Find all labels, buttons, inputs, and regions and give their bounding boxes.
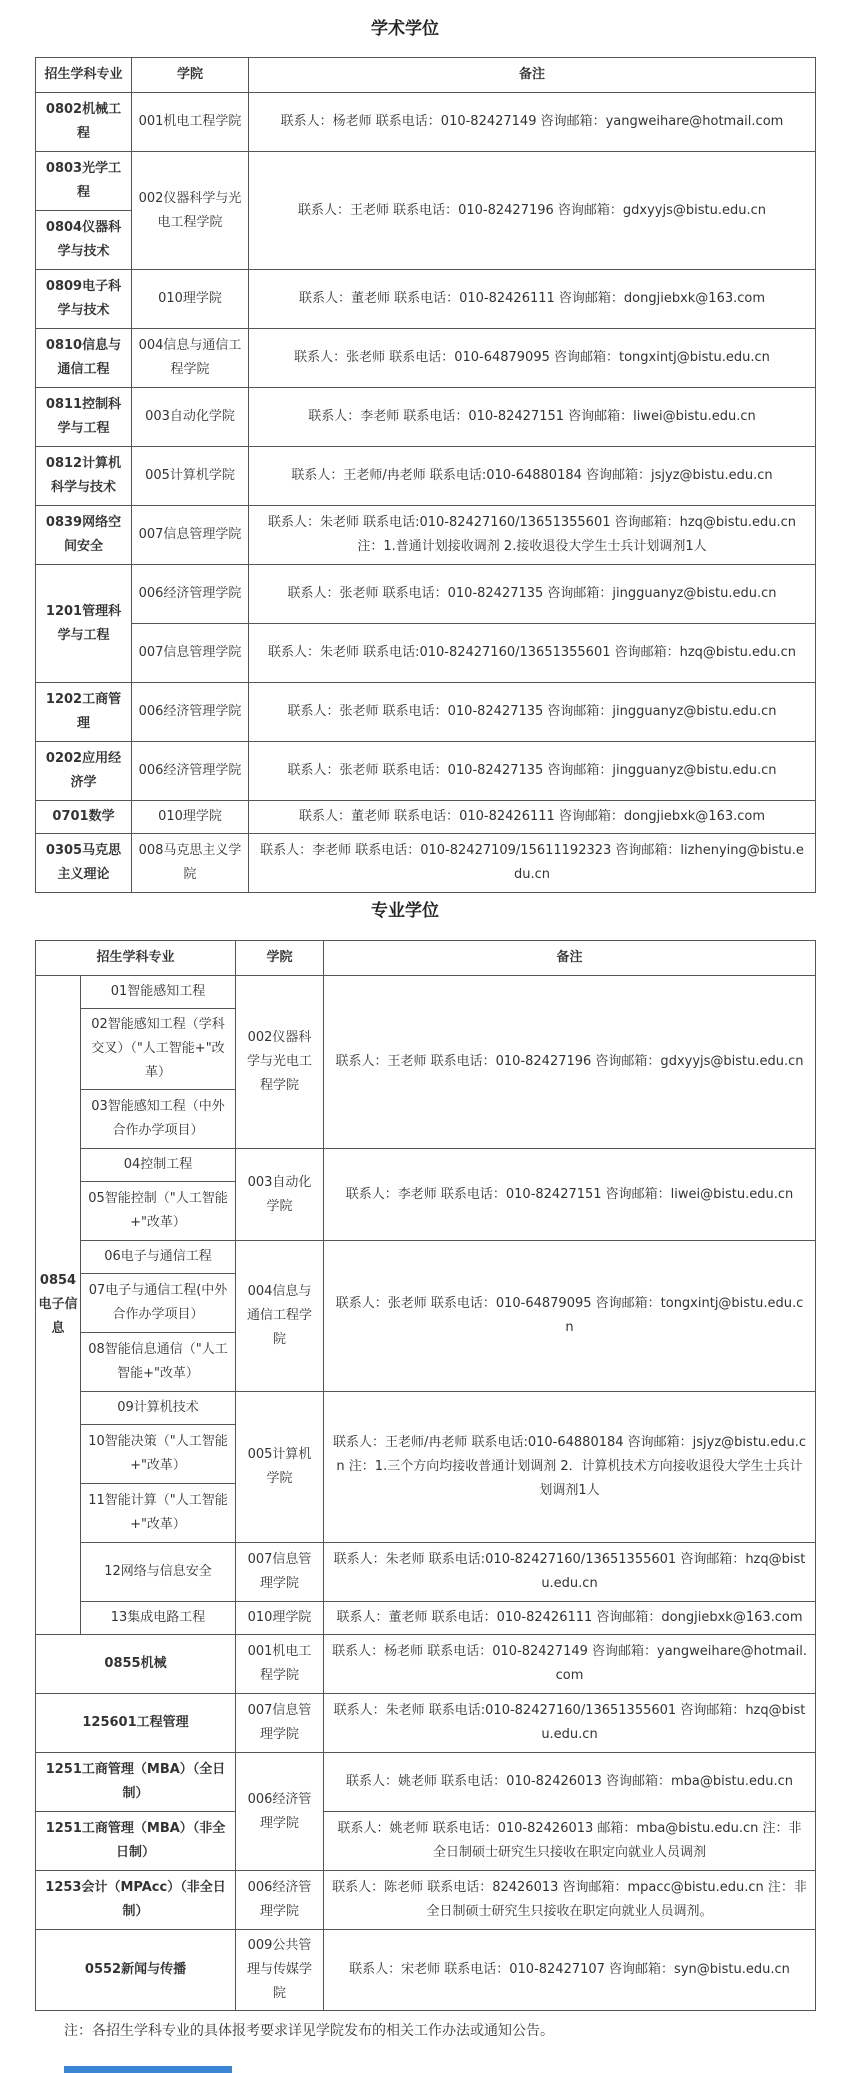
sub-major-cell: 07电子与通信工程(中外合作办学项目）	[81, 1274, 236, 1333]
major-cell: 0809电子科学与技术	[36, 270, 132, 329]
header-college: 学院	[132, 58, 249, 93]
remark-cell: 联系人：宋老师 联系电话：010-82427107 咨询邮箱：syn@bistu.edu.cn	[324, 1930, 816, 2011]
professional-table	[35, 940, 816, 2011]
major-cell: 0701数学	[36, 801, 132, 834]
table-row	[36, 1149, 816, 1182]
remark-cell: 联系人：陈老师 联系电话：82426013 咨询邮箱：mpacc@bistu.edu.cn 注：非全日制硕士研究生只接收在职定向就业人员调剂。	[324, 1871, 816, 1930]
sub-major-cell: 02智能感知工程（学科交叉）（"人工智能+"改革）	[81, 1009, 236, 1090]
major-cell: 0855机械	[36, 1635, 236, 1694]
sub-major-cell: 12网络与信息安全	[81, 1543, 236, 1602]
table-row	[36, 1753, 816, 1812]
table-row	[36, 565, 816, 624]
remark-cell: 联系人：董老师 联系电话：010-82426111 咨询邮箱：dongjiebxk@163.com	[324, 1602, 816, 1635]
table-row	[36, 683, 816, 742]
header-college: 学院	[236, 941, 324, 976]
college-cell: 010理学院	[236, 1602, 324, 1635]
major-cell: 1251工商管理（MBA）（非全日制）	[36, 1812, 236, 1871]
remark-cell: 联系人：董老师 联系电话：010-82426111 咨询邮箱：dongjiebxk@163.com	[249, 270, 816, 329]
table-row	[36, 1543, 816, 1602]
major-cell: 125601工程管理	[36, 1694, 236, 1753]
table-row	[36, 1871, 816, 1930]
remark-cell: 联系人：杨老师 联系电话：010-82427149 咨询邮箱：yangweihare@hotmail.com	[324, 1635, 816, 1694]
sub-major-cell: 10智能决策（"人工智能+"改革）	[81, 1425, 236, 1484]
major-cell: 0839网络空间安全	[36, 506, 132, 565]
remark-cell: 联系人：张老师 联系电话：010-82427135 咨询邮箱：jingguanyz@bistu.edu.cn	[249, 742, 816, 801]
remark-cell: 联系人：李老师 联系电话：010-82427151 咨询邮箱：liwei@bistu.edu.cn	[324, 1149, 816, 1241]
sub-major-cell: 11智能计算（"人工智能+"改革）	[81, 1484, 236, 1543]
table-row	[36, 1694, 816, 1753]
sub-major-cell: 01智能感知工程	[81, 976, 236, 1009]
major-cell: 0802机械工程	[36, 93, 132, 152]
college-cell: 006经济管理学院	[236, 1871, 324, 1930]
academic-title: 学术学位	[371, 19, 439, 39]
header-major: 招生学科专业	[36, 58, 132, 93]
major-cell: 1251工商管理（MBA）（全日制）	[36, 1753, 236, 1812]
sub-major-cell: 09计算机技术	[81, 1392, 236, 1425]
table-row	[36, 624, 816, 683]
table-row	[36, 447, 816, 506]
header-remark: 备注	[249, 58, 816, 93]
table-row	[36, 742, 816, 801]
sub-major-cell: 04控制工程	[81, 1149, 236, 1182]
header-remark: 备注	[324, 941, 816, 976]
major-cell: 0810信息与通信工程	[36, 329, 132, 388]
remark-cell: 联系人：杨老师 联系电话：010-82427149 咨询邮箱：yangweihare@hotmail.com	[249, 93, 816, 152]
college-cell: 002仪器科学与光电工程学院	[132, 152, 249, 270]
college-cell: 006经济管理学院	[132, 683, 249, 742]
group-0854-cell: 0854电子信息	[36, 976, 81, 1635]
college-cell: 010理学院	[132, 270, 249, 329]
table-row	[36, 329, 816, 388]
sub-major-cell: 03智能感知工程（中外合作办学项目）	[81, 1090, 236, 1149]
remark-cell: 联系人：朱老师 联系电话:010-82427160/13651355601 咨询邮箱：hzq@bistu.edu.cn	[324, 1694, 816, 1753]
table-header-row	[36, 58, 816, 93]
sub-major-cell: 06电子与通信工程	[81, 1241, 236, 1274]
table-row	[36, 1392, 816, 1425]
remark-cell: 联系人：李老师 联系电话：010-82427109/15611192323 咨询邮箱：lizhenying@bistu.edu.cn	[249, 834, 816, 893]
table-row	[36, 976, 816, 1009]
table-row	[36, 1602, 816, 1635]
header-major: 招生学科专业	[36, 941, 236, 976]
college-cell: 002仪器科学与光电工程学院	[236, 976, 324, 1149]
remark-cell: 联系人：张老师 联系电话：010-64879095 咨询邮箱：tongxintj@bistu.edu.cn	[324, 1241, 816, 1392]
table-row	[36, 1635, 816, 1694]
major-cell: 1202工商管理	[36, 683, 132, 742]
table-header-row	[36, 941, 816, 976]
college-cell: 007信息管理学院	[236, 1543, 324, 1602]
college-cell: 003自动化学院	[236, 1149, 324, 1241]
remark-cell: 联系人：王老师 联系电话：010-82427196 咨询邮箱：gdxyyjs@bistu.edu.cn	[324, 976, 816, 1149]
remark-cell: 联系人：朱老师 联系电话:010-82427160/13651355601 咨询邮箱：hzq@bistu.edu.cn	[249, 624, 816, 683]
major-cell: 0202应用经济学	[36, 742, 132, 801]
college-cell: 010理学院	[132, 801, 249, 834]
remark-cell: 联系人：李老师 联系电话：010-82427151 咨询邮箱：liwei@bistu.edu.cn	[249, 388, 816, 447]
table-row	[36, 93, 816, 152]
table-row	[36, 834, 816, 893]
remark-cell: 联系人：王老师/冉老师 联系电话:010-64880184 咨询邮箱：jsjyz@bistu.edu.cn	[249, 447, 816, 506]
remark-cell: 联系人：王老师/冉老师 联系电话:010-64880184 咨询邮箱：jsjyz@bistu.edu.cn 注：1.三个方向均接收普通计划调剂 2．计算机技术方向接收退役大学生士兵计划调剂1人	[324, 1392, 816, 1543]
college-cell: 006经济管理学院	[132, 565, 249, 624]
remark-cell: 联系人：姚老师 联系电话：010-82426013 咨询邮箱：mba@bistu.edu.cn	[324, 1753, 816, 1812]
footnote: 注：各招生学科专业的具体报考要求详见学院发布的相关工作办法或通知公告。	[64, 2023, 554, 2039]
college-cell: 001机电工程学院	[132, 93, 249, 152]
professional-title: 专业学位	[371, 901, 439, 921]
table-row	[36, 801, 816, 834]
table-row	[36, 1812, 816, 1871]
major-cell: 0811控制科学与工程	[36, 388, 132, 447]
academic-table	[35, 57, 816, 893]
major-cell: 0804仪器科学与技术	[36, 211, 132, 270]
remark-cell: 联系人：董老师 联系电话：010-82426111 咨询邮箱：dongjiebxk@163.com	[249, 801, 816, 834]
table-row	[36, 1930, 816, 2011]
college-cell: 006经济管理学院	[236, 1753, 324, 1871]
table-row	[36, 152, 816, 211]
college-cell: 005计算机学院	[236, 1392, 324, 1543]
college-cell: 004信息与通信工程学院	[132, 329, 249, 388]
college-cell: 007信息管理学院	[132, 506, 249, 565]
remark-cell: 联系人：张老师 联系电话：010-82427135 咨询邮箱：jingguanyz@bistu.edu.cn	[249, 565, 816, 624]
remark-cell: 联系人：朱老师 联系电话:010-82427160/13651355601 咨询邮箱：hzq@bistu.edu.cn 注：1.普通计划接收调剂 2.接收退役大学生士兵计划调剂1人	[249, 506, 816, 565]
remark-cell: 联系人：王老师 联系电话：010-82427196 咨询邮箱：gdxyyjs@bistu.edu.cn	[249, 152, 816, 270]
college-cell: 008马克思主义学院	[132, 834, 249, 893]
sub-major-cell: 13集成电路工程	[81, 1602, 236, 1635]
table-row	[36, 388, 816, 447]
table-row	[36, 506, 816, 565]
college-cell: 005计算机学院	[132, 447, 249, 506]
accent-bar	[64, 2066, 232, 2073]
remark-cell: 联系人：姚老师 联系电话：010-82426013 邮箱：mba@bistu.edu.cn 注：非全日制硕士研究生只接收在职定向就业人员调剂	[324, 1812, 816, 1871]
remark-cell: 联系人：张老师 联系电话：010-82427135 咨询邮箱：jingguanyz@bistu.edu.cn	[249, 683, 816, 742]
major-cell: 0812计算机科学与技术	[36, 447, 132, 506]
remark-cell: 联系人：朱老师 联系电话:010-82427160/13651355601 咨询邮箱：hzq@bistu.edu.cn	[324, 1543, 816, 1602]
college-cell: 009公共管理与传媒学院	[236, 1930, 324, 2011]
college-cell: 007信息管理学院	[132, 624, 249, 683]
major-cell: 1201管理科学与工程	[36, 565, 132, 683]
college-cell: 007信息管理学院	[236, 1694, 324, 1753]
remark-cell: 联系人：张老师 联系电话：010-64879095 咨询邮箱：tongxintj@bistu.edu.cn	[249, 329, 816, 388]
college-cell: 004信息与通信工程学院	[236, 1241, 324, 1392]
sub-major-cell: 08智能信息通信（"人工智能+"改革）	[81, 1333, 236, 1392]
sub-major-cell: 05智能控制（"人工智能+"改革）	[81, 1182, 236, 1241]
college-cell: 001机电工程学院	[236, 1635, 324, 1694]
major-cell: 0552新闻与传播	[36, 1930, 236, 2011]
major-cell: 0803光学工程	[36, 152, 132, 211]
college-cell: 006经济管理学院	[132, 742, 249, 801]
college-cell: 003自动化学院	[132, 388, 249, 447]
table-row	[36, 270, 816, 329]
major-cell: 1253会计（MPAcc）（非全日制）	[36, 1871, 236, 1930]
table-row	[36, 1241, 816, 1274]
major-cell: 0305马克思主义理论	[36, 834, 132, 893]
